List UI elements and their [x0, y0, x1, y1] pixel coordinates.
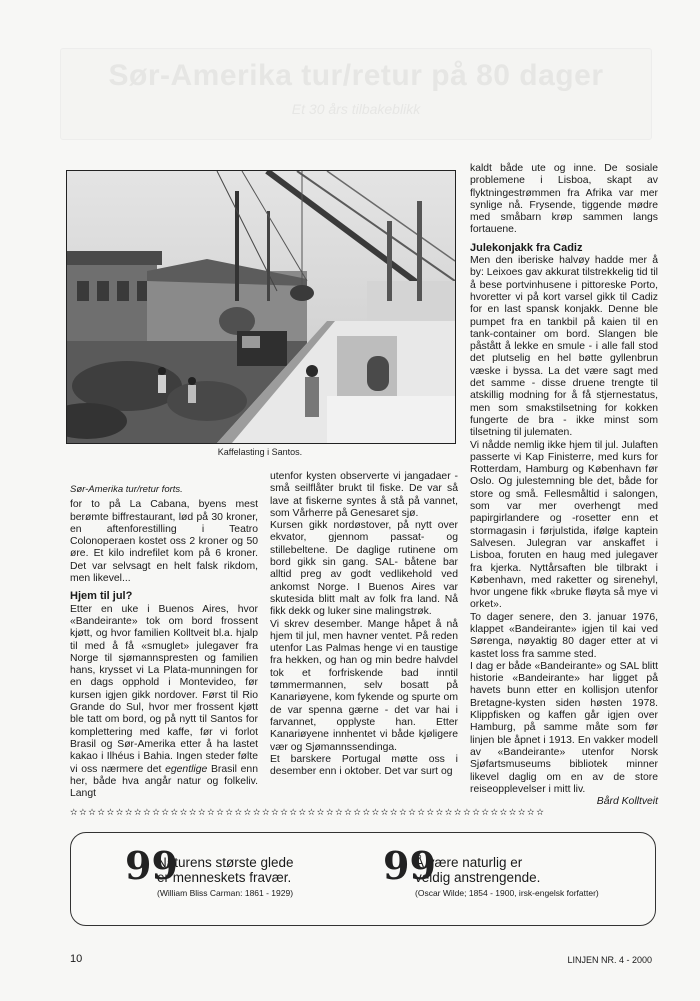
quote-box: [70, 832, 656, 926]
photo-caption: Kaffelasting i Santos.: [217, 447, 303, 457]
article-title: Sør-Amerika tur/retur på 80 dager: [108, 59, 604, 92]
page-number: 10: [70, 953, 83, 965]
harbour-photo-illustration: [67, 171, 455, 443]
quote-line: Naturens største glede: [157, 855, 294, 870]
quote-source: (William Bliss Carman: 1861 - 1929): [157, 888, 294, 898]
paragraph: I dag er både «Bandeirante» og SAL blitt historie «Bandeirante» har ligget på havets bunn etter en kollisjon utenfor Bretagne-kysten siden høsten 1978. Klippfisken og kaffen går igjen over Hamburg, på samme måte som før linjen ble åpnet i 1913. En vakker modell av «Bandeirante» utenfor Norsk Sjøfartsmuseums bibliotek minner likevel daglig om en av de store reiseopplevelser i mitt liv.: [470, 660, 658, 795]
quote-2: [383, 843, 648, 898]
quote-1: [125, 843, 355, 898]
paragraph: utenfor kysten observerte vi jangadaer - små seilflåter brukt til fiske. De var så lave at fiskerne syntes å stå på vannet, som Vårherre på Genesaret sjø.: [270, 471, 458, 519]
quote-text: [157, 855, 355, 885]
paragraph: Vi nådde nemlig ikke hjem til jul. Julaften passerte vi Kap Finisterre, med kurs for Rotterdam, Hamburg og København før Oslo. Og julestemning ble det, både for store og små. Fellesmåltid i salongen, som var mer overhengt med papirgirlandere og -rosetter enn et stormagasin i førjulstida, ifølge kaptein Salvesen. Julegran var anskaffet i Lisboa, foruten en haug med julegaver fra kjerka. Nyttårsaften ble tilbrakt i København, med raketter og sirenehyl, hvor ungene fikk «bruke fløyta så mye vi orket».: [470, 439, 658, 611]
section-heading: Julekonjakk fra Cadiz: [470, 241, 583, 254]
quote-line: Å være naturlig er: [415, 855, 523, 870]
paragraph: To dager senere, den 3. januar 1976, klappet «Bandeirante» igjen til kai ved Sørenga, nøyaktig 80 dager etter at vi kastet loss fra samme sted.: [470, 611, 658, 660]
paragraph-text: Brasil enn her, både hva angår natur og folkeliv. Langt: [70, 763, 258, 800]
quote-mark-icon: 99: [383, 843, 436, 888]
article-subtitle: Et 30 års tilbakeblikk: [291, 101, 421, 117]
continued-note: Sør-Amerika tur/retur forts.: [70, 484, 183, 495]
quote-line: er menneskets fravær.: [157, 870, 292, 885]
harbour-photo: [66, 170, 456, 444]
paragraph: for to på La Cabana, byens mest berømte biffrestaurant, lød på 30 kroner, en aftenforestilling i Teatro Colonoperaen kostet oss 2 kroner og 50 øre. Et kilo indrefilet kom på 6 kroner. Det var selvsagt en helt falsk rikdom, men likevel...: [70, 499, 258, 585]
article-column-3: [470, 163, 658, 808]
quote-line: veldig anstrengende.: [415, 870, 541, 885]
article-column-1: [70, 484, 258, 800]
issue-label: LINJEN NR. 4 - 2000: [567, 955, 652, 965]
paragraph: Vi skrev desember. Mange håpet å nå hjem til jul, men havner ventet. På reden utenfor Las Palmas henge vi en taustige fra hekken, og han og min bedre halvdel tok et forfriskende bad inntil tømmermannen, selv bosatt på Kanariøyene, kom fykende og spurte om de var spenna gærne - det var hai i farvannet, opplyste han. Etter Kanariøyene innhentet vi både kjøligere vær og Sjømannssendinga.: [270, 618, 458, 753]
article-column-2: [270, 471, 458, 778]
star-divider: ✫✫✫✫✫✫✫✫✫✫✫✫✫✫✫✫✫✫✫✫✫✫✫✫✫✫✫✫✫✫✫✫✫✫✫✫✫✫✫✫✫✫✫✫✫✫✫✫✫✫✫✫: [70, 808, 546, 818]
paragraph: Et barskere Portugal møtte oss i desember enn i oktober. Det var surt og: [270, 753, 458, 778]
emphasis-text: egentlige: [165, 763, 208, 775]
quote-mark-icon: 99: [125, 843, 178, 888]
paragraph: Men den iberiske halvøy hadde mer å by: Leixoes gav akkurat tilstrekkelig tid til å bese portvinhusene i pittoreske Porto, hvoretter vi på kort varsel gikk til Cadiz for en last spansk konjakk. Denne ble pumpet fra en tankbil på kaien til en tank-container om bord. Slangen ble påstått å lekke en smule - i alle fall stod det plutselig en hel bøtte gyllenbrun væske i byssa. La det være sagt med det samme - disse druene trengte til atskillig modning for å få stjernestatus, men som smakstilsetning for kokken fungerte de bra - ikke minst som tilsetning til julematen.: [470, 255, 658, 439]
faded-header-box: [60, 48, 652, 140]
section-heading: Hjem til jul?: [70, 590, 133, 603]
paragraph: [70, 604, 258, 801]
paragraph: Kursen gikk nordøstover, på nytt over ekvator, gjennom passat- og stillebeltene. De daglige rutinene om bord gikk sin gang. SAL- båtene bar alltid preg av godt vedlikehold ved ankomst Norge. I Buenos Aires var skutesida blitt malt av folk fra land. Nå fikk dekk og luker sine malingstrøk.: [270, 520, 458, 618]
quote-source: (Oscar Wilde; 1854 - 1900, irsk-engelsk forfatter): [415, 888, 599, 898]
paragraph: kaldt både ute og inne. De sosiale problemene i Lisboa, skapt av flyktningestrømmen fra Afrika var mer synlige nå. Frysende, tiggende mødre med småbarn krøp sammen langs fortauene.: [470, 163, 658, 236]
author-signature: Bård Kolltveit: [596, 796, 658, 808]
paragraph-text: Etter en uke i Buenos Aires, hvor «Bandeirante» tok om bord frossent kjøtt, og hvor familien Kolltveit bl.a. hjalp til med å få «smuglet» julegaver fra Norge til sjømannspresten og familien hans, krysset vi La Plata-munningen for en dags opphold i Montevideo, før kursen igjen gikk nordover. Først til Rio Grande do Sul, hvor mer frossent kjøtt ble tatt om bord, og på nytt til Santos for komplettering med kaffe, før vi forlot Brasil og Sør-Amerika etter å ha lastet kakao i Ilhéus i Bahia. Ingen steder følte vi oss nærmere det: [70, 603, 258, 775]
quote-text: [415, 855, 648, 885]
